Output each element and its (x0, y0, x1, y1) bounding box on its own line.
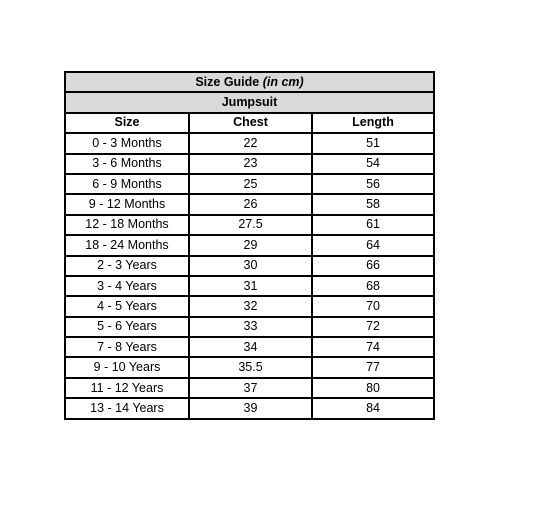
length-cell: 84 (312, 398, 434, 418)
size-cell: 18 - 24 Months (65, 235, 189, 255)
size-cell: 13 - 14 Years (65, 398, 189, 418)
table-row (65, 194, 434, 214)
length-cell: 80 (312, 378, 434, 398)
table-row (65, 133, 434, 153)
table-row (65, 296, 434, 316)
length-cell: 66 (312, 256, 434, 276)
chest-cell: 39 (189, 398, 312, 418)
chest-cell: 34 (189, 337, 312, 357)
size-cell: 4 - 5 Years (65, 296, 189, 316)
size-cell: 12 - 18 Months (65, 215, 189, 235)
length-cell: 51 (312, 133, 434, 153)
size-cell: 3 - 4 Years (65, 276, 189, 296)
length-cell: 74 (312, 337, 434, 357)
table-row (65, 398, 434, 418)
table-row (65, 235, 434, 255)
table-subtitle: Jumpsuit (65, 92, 434, 112)
table-title-unit: (in cm) (262, 74, 304, 89)
length-cell: 54 (312, 154, 434, 174)
column-header-chest: Chest (189, 113, 312, 133)
chest-cell: 25 (189, 174, 312, 194)
size-cell: 9 - 10 Years (65, 357, 189, 377)
size-cell: 7 - 8 Years (65, 337, 189, 357)
size-guide-table (64, 71, 435, 420)
length-cell: 56 (312, 174, 434, 194)
size-cell: 5 - 6 Years (65, 317, 189, 337)
length-cell: 77 (312, 357, 434, 377)
table-row (65, 317, 434, 337)
length-cell: 70 (312, 296, 434, 316)
column-header-size: Size (65, 113, 189, 133)
size-cell: 9 - 12 Months (65, 194, 189, 214)
size-cell: 0 - 3 Months (65, 133, 189, 153)
chest-cell: 30 (189, 256, 312, 276)
title-row (65, 72, 434, 92)
size-cell: 2 - 3 Years (65, 256, 189, 276)
table-row (65, 154, 434, 174)
table-row (65, 378, 434, 398)
chest-cell: 35.5 (189, 357, 312, 377)
table-row (65, 276, 434, 296)
chest-cell: 37 (189, 378, 312, 398)
length-cell: 64 (312, 235, 434, 255)
table-row (65, 174, 434, 194)
size-cell: 11 - 12 Years (65, 378, 189, 398)
length-cell: 68 (312, 276, 434, 296)
size-cell: 3 - 6 Months (65, 154, 189, 174)
header-row (65, 113, 434, 133)
length-cell: 72 (312, 317, 434, 337)
length-cell: 61 (312, 215, 434, 235)
column-header-length: Length (312, 113, 434, 133)
size-cell: 6 - 9 Months (65, 174, 189, 194)
table-row (65, 337, 434, 357)
chest-cell: 27.5 (189, 215, 312, 235)
length-cell: 58 (312, 194, 434, 214)
table-title (65, 72, 434, 92)
size-guide-body (65, 72, 434, 419)
chest-cell: 31 (189, 276, 312, 296)
chest-cell: 29 (189, 235, 312, 255)
subtitle-row (65, 92, 434, 112)
chest-cell: 26 (189, 194, 312, 214)
table-row (65, 215, 434, 235)
chest-cell: 23 (189, 154, 312, 174)
chest-cell: 32 (189, 296, 312, 316)
chest-cell: 22 (189, 133, 312, 153)
table-row (65, 357, 434, 377)
chest-cell: 33 (189, 317, 312, 337)
table-title-main: Size Guide (195, 74, 260, 89)
table-row (65, 256, 434, 276)
